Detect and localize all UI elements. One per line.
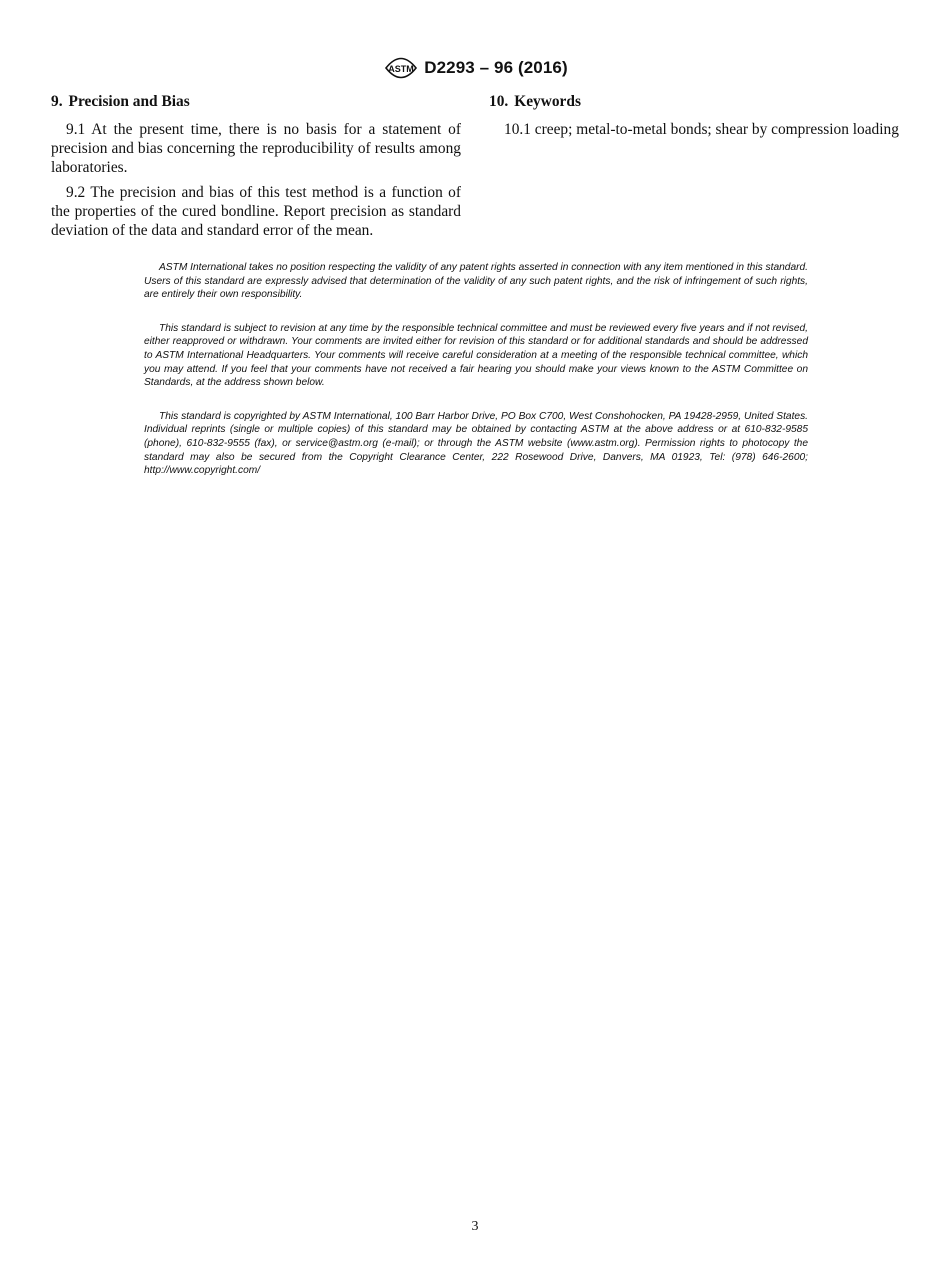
section-10-keywords xyxy=(489,92,899,145)
paragraph-10-1: 10.1 creep; metal-to-metal bonds; shear by compression loading xyxy=(504,121,899,138)
patent-notice: ASTM International takes no position respecting the validity of any patent rights asserted in connection with any item mentioned in this standard. Users of this standard are expressly advised that determination of the validity of any such patent rights, and the risk of infringement of such rights, are entirely their own responsibility. xyxy=(144,262,808,301)
section-number: 9. xyxy=(51,93,63,110)
page-header xyxy=(0,52,950,84)
page-number: 3 xyxy=(471,1219,479,1234)
paragraph-9-2: 9.2 The precision and bias of this test method is a function of the properties of the cured bondline. Report precision as standard deviation of the data and standard error of the mean. xyxy=(51,184,461,239)
section-number: 10. xyxy=(489,93,509,110)
section-heading xyxy=(489,92,899,112)
section-title: Keywords xyxy=(514,93,581,110)
standard-designation: D2293 – 96 (2016) xyxy=(424,58,568,77)
section-9-precision-and-bias xyxy=(51,92,461,246)
legal-notices xyxy=(144,261,808,498)
section-heading xyxy=(51,92,461,112)
paragraph-9-1: 9.1 At the present time, there is no basis for a statement of precision and bias concerning the reproducibility of results among laboratories. xyxy=(51,121,461,176)
revision-notice: This standard is subject to revision at any time by the responsible technical committee and must be reviewed every five years and if not revised, either reapproved or withdrawn. Your comments are invited either for revision of this standard or for additional standards and should be addressed to ASTM International Headquarters. Your comments will receive careful consideration at a meeting of the responsible technical committee, which you may attend. If you feel that your comments have not received a fair hearing you should make your views known to the ASTM Committee on Standards, at the address shown below. xyxy=(144,322,808,389)
astm-logo-icon xyxy=(382,53,420,83)
svg-text:ASTM: ASTM xyxy=(388,64,414,74)
section-title: Precision and Bias xyxy=(68,93,190,110)
copyright-notice: This standard is copyrighted by ASTM International, 100 Barr Harbor Drive, PO Box C700, West Conshohocken, PA 19428-2959, United States. Individual reprints (single or multiple copies) of this standard may be obtained by contacting ASTM at the above address or at 610-832-9585 (phone), 610-832-9555 (fax), or service@astm.org (e-mail); or through the ASTM website (www.astm.org). Permission rights to photocopy the standard may also be secured from the Copyright Clearance Center, 222 Rosewood Drive, Danvers, MA 01923, Tel: (978) 646-2600; http://www.copyright.com/ xyxy=(144,410,808,477)
